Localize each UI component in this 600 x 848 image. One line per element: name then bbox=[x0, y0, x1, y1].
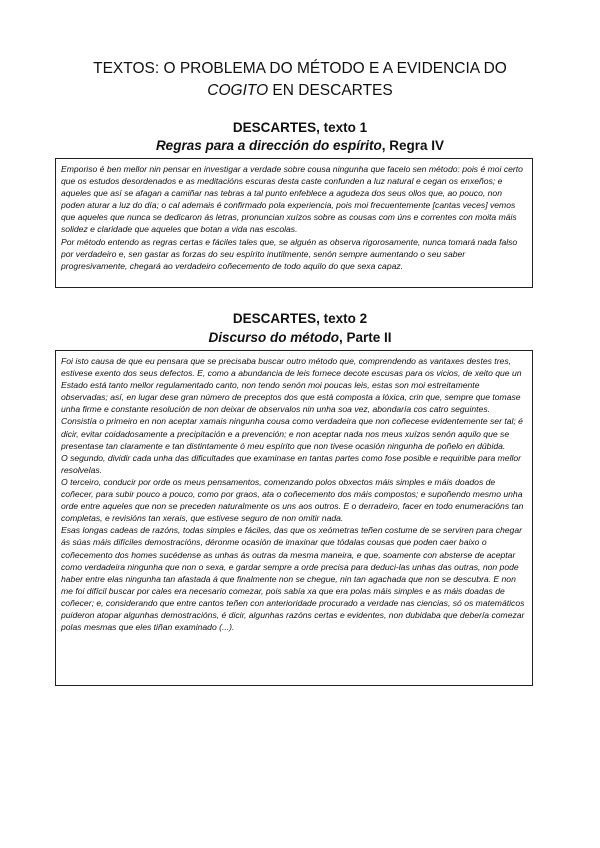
section1-paragraph-1: Emporiso é ben mellor nin pensar en investigar a verdade sobre cousa ningunha que facelo sen método: pois é moi certo que os estudos desordenados e as meditacións escuras desta caste confunden a luz natural e cegan os enxeños; e aqueles que así se afagan a camiñar nas tebras a tal punto enfeblece a agudeza dos seus ollos que, ao pouco, non poden aturar a luz do día; o cal ademais é confirmado pola experiencia, pois moi frecuentemente [cantas veces] vemos que aqueles que nunca se dedicaron ás letras, pronuncian xuízos sobre as cousas com úns e correntes con moita máis solidez e claridade que aqueles que botan a vida nas escolas. bbox=[61, 164, 523, 235]
page-title-cogito: COGITO bbox=[207, 82, 269, 99]
section2-work-title: Discurso do método bbox=[208, 330, 339, 345]
section2-paragraph-3: O segundo, dividir cada unha das dificultades que examinase en tantas partes como fose posible e requirible para mellor resolvelas. bbox=[61, 452, 522, 475]
section2-part: , Parte II bbox=[338, 330, 392, 345]
section1-subtitle bbox=[60, 136, 540, 156]
page-title bbox=[60, 58, 540, 102]
section2-text-box bbox=[55, 350, 533, 686]
section2-paragraph-5: Esas longas cadeas de razóns, todas simples e fáciles, das que os xeómetras teñen costume de se serviren para chegar ás súas máis difíciles demostracións, déronme ocasión de imaxinar que tódalas cousas que poden caer baixo o coñecemento dos homes sucédense as unhas ás outras da mesma maneira, e que, soamente con absterse de aceptar como verdadeira ningunha que non o sexa, e gardar sempre a orde precisa para deduci-las unhas das outras, non pode haber entre elas ningunha tan afastada á que finalmente non se chegue, nin tan agachada que non se descubra. E non me foi difícil buscar por cales era necesario comezar, pois sabía xa que era polas máis simples e as máis doadas de coñecer; e, considerando que entre cantos teñen con anterioridade procurado a verdade nas ciencias, só os matemáticos puideron atopar algunhas demostracións, é dicir, algunhas razóns certas e evidentes, non dubidaba que debería comezar polas mesmas que eles tiñan examinado (...). bbox=[61, 525, 525, 633]
section2-heading: DESCARTES, texto 2 bbox=[232, 311, 368, 326]
page-title-line2 bbox=[60, 80, 540, 102]
section1-work-title: Regras para a dirección do espírito bbox=[155, 138, 382, 153]
page-title-line1: TEXTOS: O PROBLEMA DO MÉTODO E A EVIDENCIA DO bbox=[93, 60, 507, 77]
section2-paragraph-4: O terceiro, conducir por orde os meus pensamentos, comenzando polos obxectos máis simples e máis doados de coñecer, para subir pouco a pouco, como por graos, ata o coñecemento dos máis compostos; e supoñendo mesmo unha orde entre aqueles que non se preceden naturalmente os uns aos outros. E o derradeiro, facer en todo enumeracións tan completas, e revisións tan xerais, que estivese seguro de non omitir nada. bbox=[61, 476, 524, 524]
section1-rule: , Regra IV bbox=[381, 138, 445, 153]
section1-paragraph-2: Por método entendo as regras certas e fáciles tales que, se alguén as observa rigorosamente, nunca tomará nada falso por verdadeiro e, sen gastar as forzas do seu espírito inutilmente, senón sempre aumentando o seu saber progresivamente, chegará ao verdadeiro coñecemento de todo aquilo do que sexa capaz. bbox=[61, 236, 518, 271]
section2-paragraph-1: Foi isto causa de que eu pensara que se precisaba buscar outro método que, comprendendo as vantaxes destes tres, estivese exento dos seus defectos. E, como a abundancia de leis fornece decote escusas para os vicios, de xeito que un Estado está tanto mellor regulamentado canto, non tendo senón moi poucas leis, estas son moi estreitamente observadas; así, en lugar dese gran número de preceptos dos que está composta a lóxica, crin que, sempre que tomase unha firme e constante resolución de non deixar de observalos nin unha soa vez, abondaría cos catro seguintes. bbox=[61, 356, 522, 415]
section2-subtitle bbox=[60, 328, 540, 348]
section1-text-box bbox=[55, 158, 533, 288]
section2-paragraph-2: Consistía o primeiro en non aceptar xamais ningunha cousa como verdadeira que non coñecese evidentemente ser tal; é dicir, evitar coidadosamente a precipitación e a prevención; e non aceptar nada nos meus xuízos senón aquilo que se presentase tan claramente e tan distintamente ó meu espírito que non tivese ocasión ningunha de poñelo en dúbida. bbox=[61, 416, 523, 451]
page-title-line2-rest: EN DESCARTES bbox=[268, 82, 393, 99]
section1-heading: DESCARTES, texto 1 bbox=[232, 120, 368, 135]
